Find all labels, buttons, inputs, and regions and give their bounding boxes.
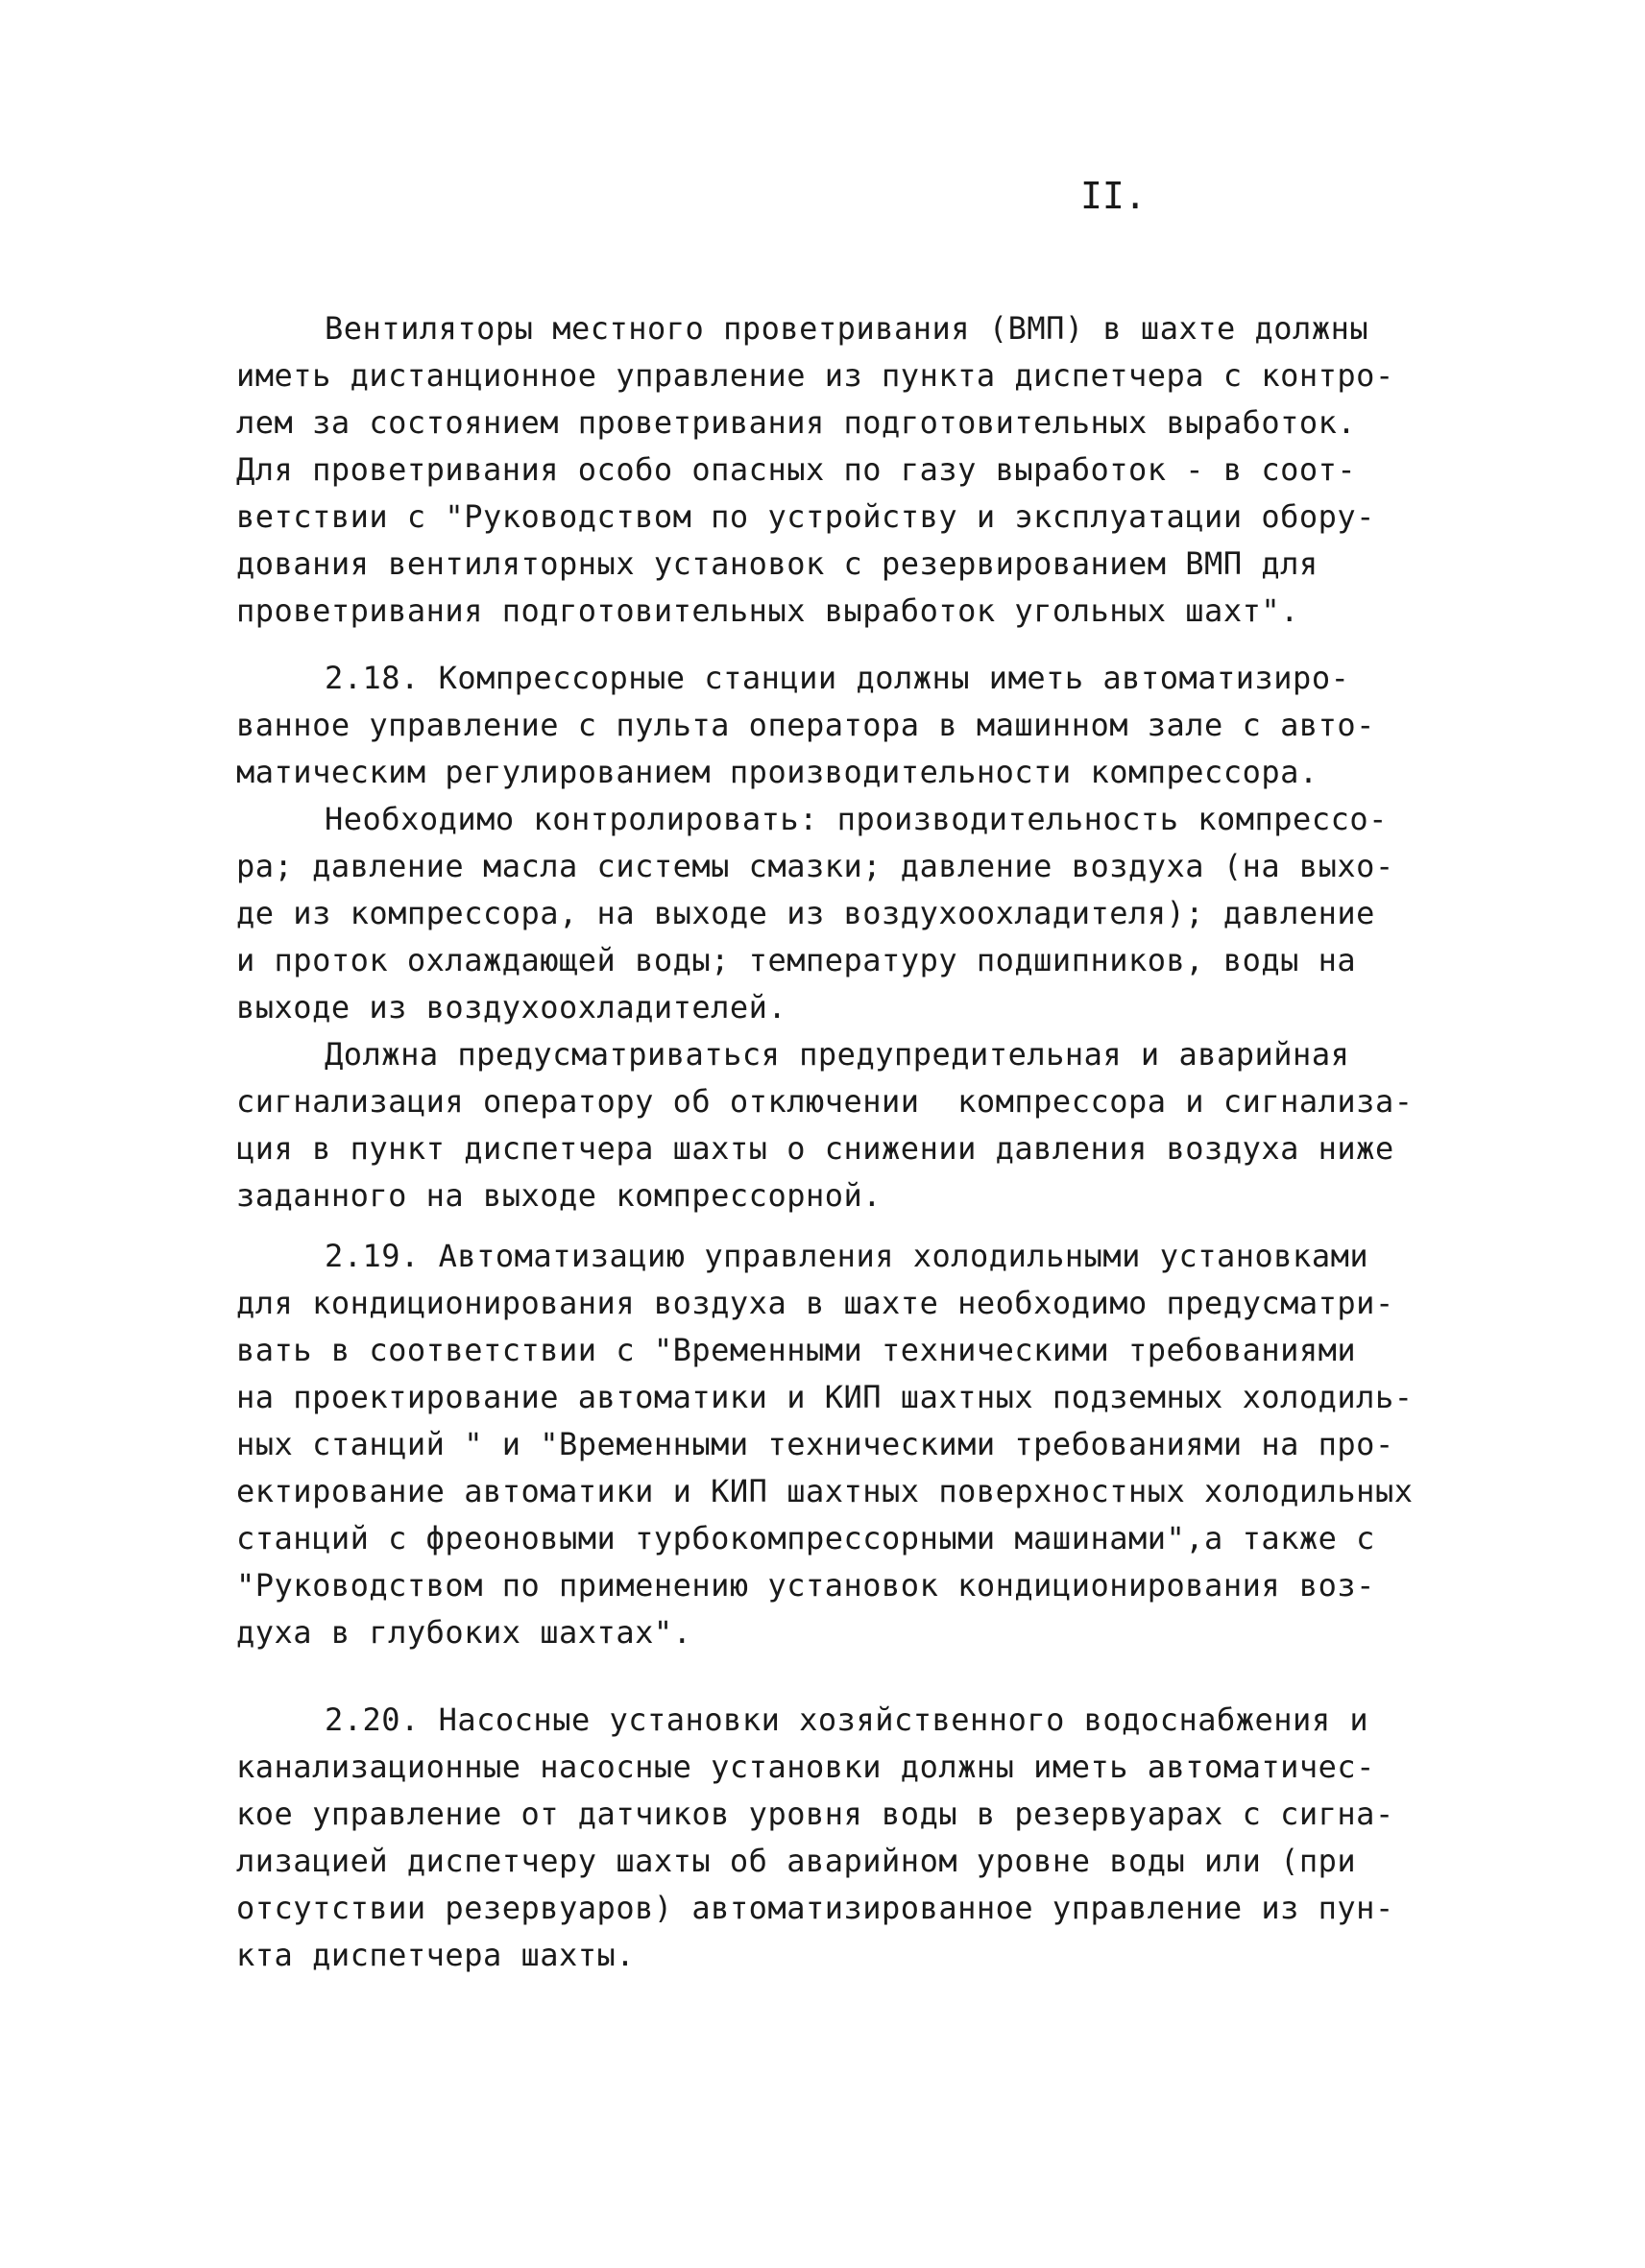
text-line: 2.20. Насосные установки хозяйственного водоснабжения и: [325, 1701, 1369, 1738]
text-line: лизацией диспетчеру шахты об аварийном уровне воды или (при: [236, 1843, 1357, 1879]
text-line: кта диспетчера шахты.: [236, 1937, 636, 1973]
paragraph-2-19-refrigeration: [236, 1233, 1437, 1656]
text-line: духа в глубоких шахтах".: [236, 1614, 692, 1651]
text-line: канализационные насосные установки должны иметь автоматичес-: [236, 1749, 1375, 1785]
text-line: 2.18. Компрессорные станции должны иметь автоматизиро-: [325, 660, 1350, 696]
text-line: и проток охлаждающей воды; температуру подшипников, воды на: [236, 942, 1357, 978]
text-line: станций с фреоновыми турбокомпрессорными машинами",а также с: [236, 1520, 1375, 1556]
text-line: проветривания подготовительных выработок угольных шахт".: [236, 592, 1299, 629]
text-line: отсутствии резервуаров) автоматизированное управление из пун-: [236, 1890, 1394, 1926]
text-line: сигнализация оператору об отключении компрессора и сигнализа-: [236, 1083, 1414, 1120]
text-line: для кондиционирования воздуха в шахте необходимо предусматри-: [236, 1285, 1394, 1321]
paragraph-ventilation: [236, 305, 1437, 635]
text-line: вать в соответствии с "Временными техническими требованиями: [236, 1332, 1357, 1368]
text-line: 2.19. Автоматизацию управления холодильными установками: [325, 1238, 1369, 1274]
text-line: Для проветривания особо опасных по газу выработок - в соот-: [236, 451, 1357, 488]
text-line: Должна предусматриваться предупредительная и аварийная: [325, 1036, 1350, 1073]
page-number: II.: [1080, 175, 1147, 217]
paragraph-2-20-pumping: [236, 1697, 1437, 1979]
text-line: заданного на выходе компрессорной.: [236, 1177, 883, 1214]
text-line: выходе из воздухоохладителей.: [236, 989, 787, 1025]
text-line: ных станций " и "Временными техническими требованиями на про-: [236, 1426, 1394, 1462]
text-line: ра; давление масла системы смазки; давление воздуха (на выхо-: [236, 848, 1394, 884]
text-line: дования вентиляторных установок с резервированием ВМП для: [236, 545, 1318, 582]
text-line: де из компрессора, на выходе из воздухоохладителя); давление: [236, 895, 1375, 931]
text-line: ектирование автоматики и КИП шахтных поверхностных холодильных: [236, 1473, 1414, 1509]
text-line: ванное управление с пульта оператора в машинном зале с авто-: [236, 707, 1375, 743]
text-line: матическим регулированием производительности компрессора.: [236, 754, 1318, 790]
text-line: Необходимо контролировать: производительность компрессо-: [325, 801, 1388, 837]
text-line: "Руководством по применению установок кондиционирования воз-: [236, 1567, 1375, 1604]
text-line: ветствии с "Руководством по устройству и эксплуатации обору-: [236, 498, 1375, 535]
text-line: лем за состоянием проветривания подготовительных выработок.: [236, 404, 1357, 441]
text-line: на проектирование автоматики и КИП шахтных подземных холодиль-: [236, 1379, 1414, 1415]
text-line: Вентиляторы местного проветривания (ВМП) в шахте должны: [325, 310, 1369, 347]
paragraph-2-18-compressors: [236, 655, 1437, 1219]
text-line: кое управление от датчиков уровня воды в резервуарах с сигна-: [236, 1796, 1394, 1832]
text-line: ция в пункт диспетчера шахты о снижении давления воздуха ниже: [236, 1130, 1394, 1167]
text-line: иметь дистанционное управление из пункта диспетчера с контро-: [236, 357, 1394, 394]
